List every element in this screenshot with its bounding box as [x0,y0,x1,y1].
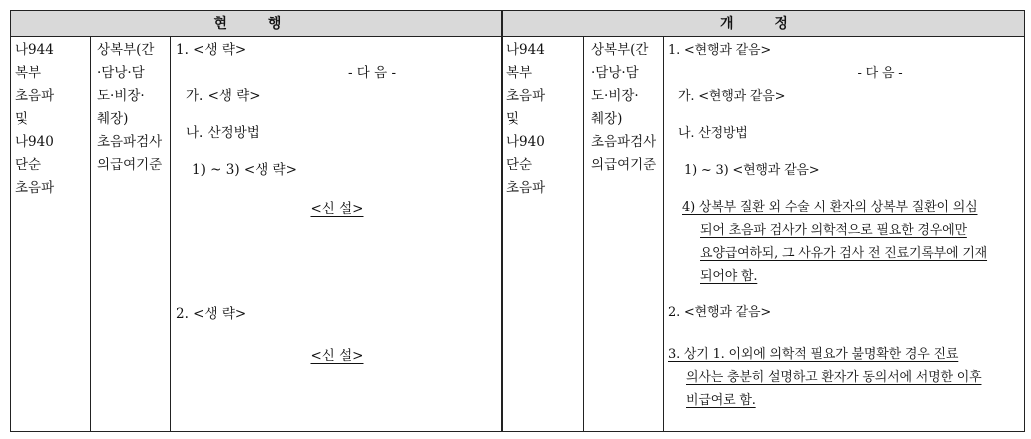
content-line: 1) ~ 3) <현행과 같음> [684,163,820,178]
code-line: 복부 [15,65,42,81]
content-line: 가. <현행과 같음> [678,89,786,104]
item-line: 췌장) [97,111,129,127]
code-line: 복부 [506,65,533,81]
item-line: 상복부(간 [97,42,155,58]
content-line: 나. 산정방법 [186,125,260,141]
code-line: 단순 [15,157,42,173]
header-revised: 개 정 [502,11,1024,37]
item-line: 의급여기준 [591,157,657,173]
new-provision-3-line: 3. 상기 1. 이외에 의학적 필요가 불명확한 경우 진료 [668,347,959,362]
new-provision-3-line: 비급여로 함. [686,393,756,408]
code-line: 초음파 [15,88,55,104]
new-provision-marker: <신 설> [310,348,364,364]
code-line: 나940 [506,134,545,150]
item-line: 초음파검사 [97,134,163,150]
code-line: 나944 [506,42,545,58]
item-line: 상복부(간 [591,42,649,58]
current-content-cell [176,39,498,368]
item-line: 도·비장· [97,88,145,104]
code-line: 초음파 [506,88,546,104]
revised-code-cell [506,39,545,200]
current-item-cell [97,39,162,177]
content-line: 가. <생 략> [186,88,261,104]
header-current: 현 행 [11,11,502,37]
new-provision-4-line: 4) 상복부 질환 외 수술 시 환자의 상복부 질환이 의심 [682,200,978,215]
item-line: 의급여기준 [97,157,163,173]
comparison-table [10,10,1025,432]
item-line: 초음파검사 [591,134,657,150]
item-line: 도·비장· [591,88,639,104]
current-code-cell [15,39,54,200]
code-line: 초음파 [506,180,546,196]
content-line: 2. <현행과 같음> [668,305,772,320]
content-line: - 다 음 - [347,65,397,81]
content-line: - 다 음 - [857,66,903,81]
code-line: 초음파 [15,180,55,196]
code-line: 나944 [15,42,54,58]
item-line: 췌장) [591,111,623,127]
revised-content-cell [668,39,1022,412]
new-provision-4-line: 되어 초음파 검사가 의학적으로 필요한 경우에만 [700,223,967,238]
new-provision-marker: <신 설> [310,201,364,217]
code-line: 단순 [506,157,533,173]
new-provision-3-line: 의사는 충분히 설명하고 환자가 동의서에 서명한 이후 [686,370,982,385]
new-provision-4-line: 요양급여하되, 그 사유가 검사 전 진료기록부에 기재 [700,246,988,261]
code-line: 나940 [15,134,54,150]
item-line: ·담낭·담 [591,65,639,81]
item-line: ·담낭·담 [97,65,145,81]
code-line: 및 [15,111,29,127]
content-line: 나. 산정방법 [678,126,748,141]
code-line: 및 [506,111,520,127]
revised-item-cell [591,39,656,177]
content-line: 2. <생 략> [176,306,247,322]
new-provision-4-line: 되어야 함. [700,269,758,284]
content-line: 1. <생 략> [176,42,247,58]
content-line: 1. <현행과 같음> [668,43,772,58]
content-line: 1) ~ 3) <생 략> [192,162,297,178]
